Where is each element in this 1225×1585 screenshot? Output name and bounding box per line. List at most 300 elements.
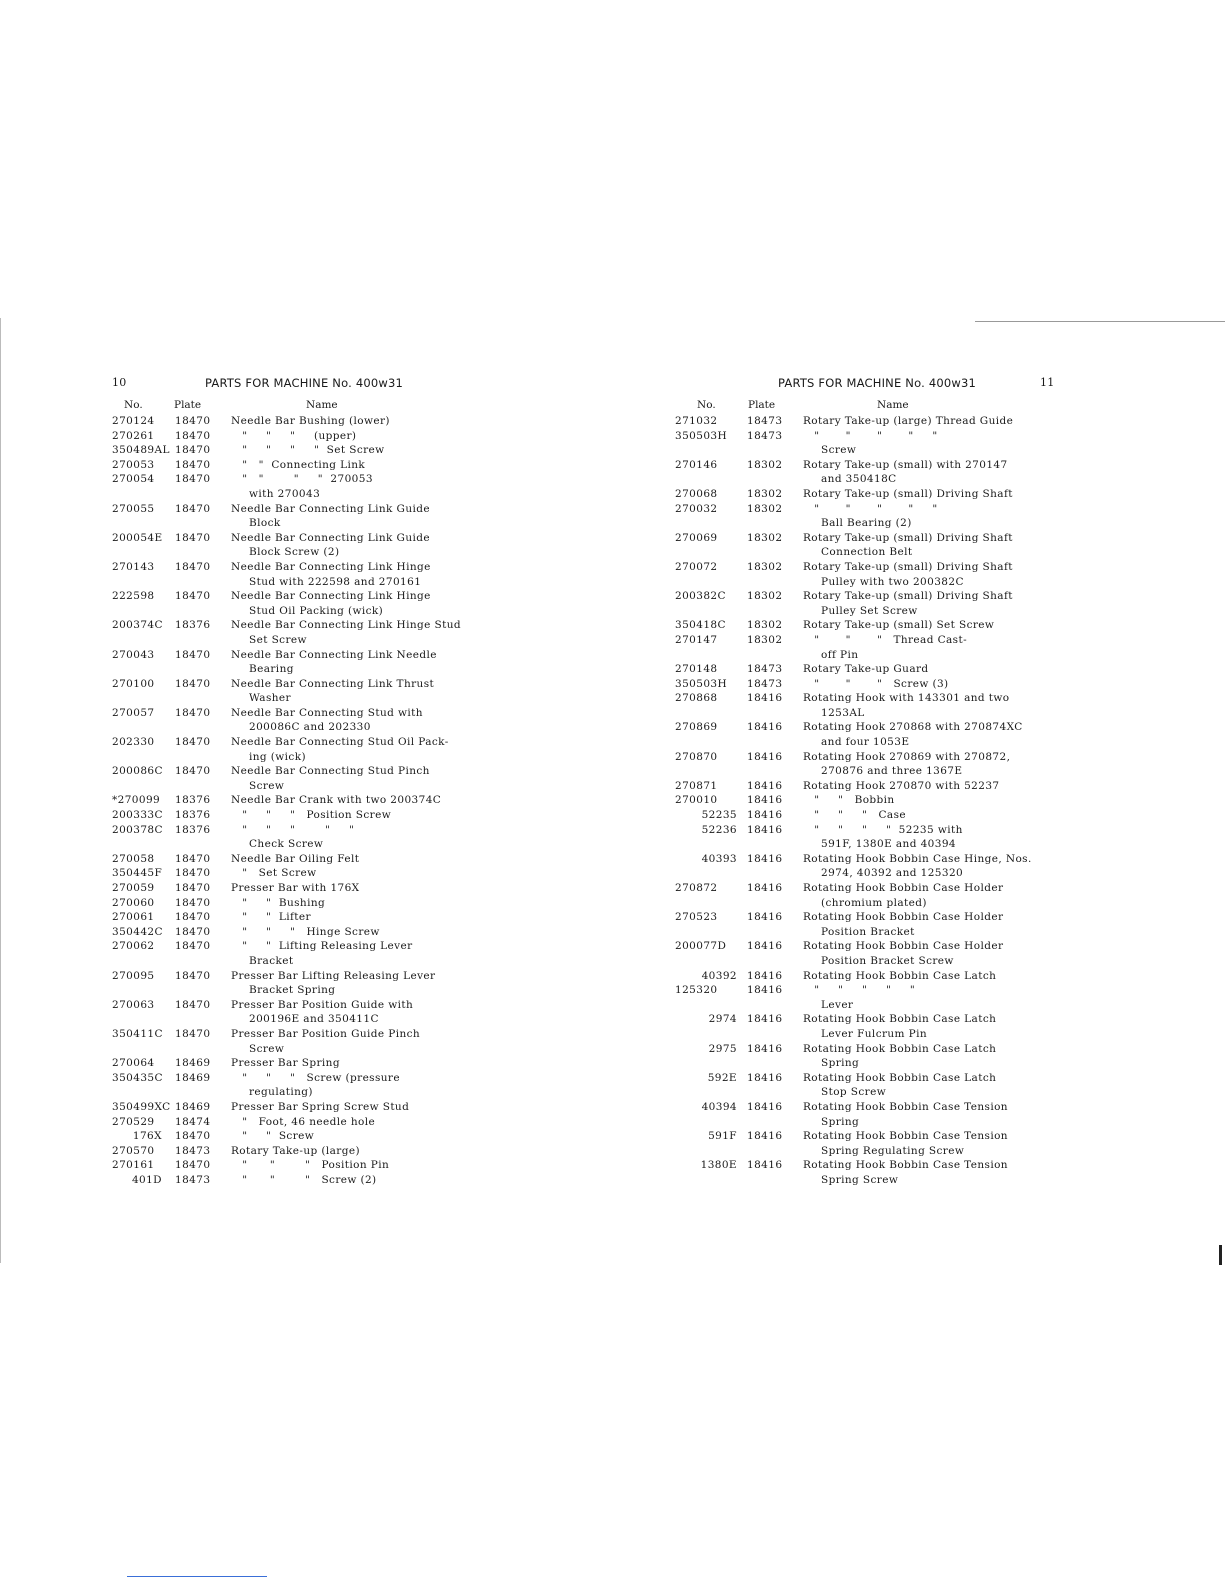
part-number: 270010: [675, 794, 718, 807]
part-name-line: " " " Case: [803, 809, 906, 822]
part-name-line: Rotating Hook Bobbin Case Latch: [803, 1071, 997, 1084]
plate-number: 18470: [175, 1159, 211, 1172]
table-row: [112, 881, 602, 896]
part-name-line: Presser Bar Position Guide with: [231, 998, 414, 1011]
table-row: [112, 1173, 602, 1188]
part-number: 200378C: [112, 823, 163, 836]
part-name-line: Needle Bar Connecting Link Guide: [231, 502, 430, 515]
part-name-continuation: Spring Screw: [821, 1173, 899, 1186]
part-name: [231, 589, 602, 618]
part-name: [803, 1100, 1075, 1129]
right-page: [675, 376, 1075, 1187]
part-name-continuation: Spring Regulating Screw: [821, 1144, 965, 1157]
part-name: [231, 1100, 602, 1115]
plate-number: 18416: [747, 1130, 783, 1143]
part-name-continuation: 1253AL: [821, 706, 865, 719]
part-name: [231, 618, 602, 647]
part-number: 350442C: [112, 925, 163, 938]
plate-number: 18474: [175, 1115, 211, 1128]
plate-number: 18416: [747, 1100, 783, 1113]
plate-number: 18416: [747, 969, 783, 982]
plate-number: 18470: [175, 429, 211, 442]
part-name: [803, 750, 1075, 779]
part-name-continuation: Bracket Spring: [249, 984, 336, 997]
part-name-line: Rotating Hook Bobbin Case Holder: [803, 940, 1004, 953]
part-number: 270062: [112, 940, 155, 953]
part-number: 40393: [701, 852, 737, 865]
part-number: 350411C: [112, 1027, 163, 1040]
part-name-line: " " " " Set Screw: [231, 444, 385, 457]
plate-number: 18470: [175, 765, 211, 778]
part-name-continuation: and four 1053E: [821, 736, 910, 749]
table-row: [112, 589, 602, 618]
part-name: [803, 1071, 1075, 1100]
part-name-line: Needle Bar Connecting Link Guide: [231, 531, 430, 544]
part-number: 270053: [112, 458, 155, 471]
table-row: [675, 618, 1075, 633]
part-number: 270095: [112, 969, 155, 982]
part-name-line: Needle Bar Connecting Stud Oil Pack-: [231, 736, 449, 749]
part-name-line: Presser Bar Position Guide Pinch: [231, 1027, 421, 1040]
part-name: [231, 472, 602, 501]
table-row: [675, 779, 1075, 794]
page-title: PARTS FOR MACHINE No. 400w31: [205, 376, 404, 390]
table-row: [112, 472, 602, 501]
part-number: 222598: [112, 590, 155, 603]
part-name-continuation: Bearing: [249, 663, 294, 676]
part-name-line: Rotary Take-up (small) Driving Shaft: [803, 487, 1013, 500]
part-name: [231, 735, 602, 764]
part-name-line: Rotary Take-up (small) Driving Shaft: [803, 590, 1013, 603]
plate-number: 18470: [175, 969, 211, 982]
part-name: [231, 429, 602, 444]
plate-number: 18470: [175, 473, 211, 486]
part-name-continuation: 200086C and 202330: [249, 721, 371, 734]
part-number: 592E: [707, 1071, 737, 1084]
table-row: [675, 677, 1075, 692]
column-headers: [675, 399, 1075, 414]
parts-list: [675, 414, 1075, 1187]
part-name: [231, 998, 602, 1027]
part-number: 591F: [708, 1130, 737, 1143]
part-name: [231, 648, 602, 677]
part-name: [231, 939, 602, 968]
table-row: [112, 910, 602, 925]
part-name: [803, 560, 1075, 589]
part-name-continuation: Position Bracket Screw: [821, 954, 954, 967]
part-name-line: " " Screw: [231, 1130, 315, 1143]
table-row: [112, 677, 602, 706]
page-number: 10: [112, 376, 127, 389]
plate-number: 18376: [175, 794, 211, 807]
part-number: 200333C: [112, 809, 163, 822]
plate-number: 18469: [175, 1100, 211, 1113]
part-name-continuation: Block Screw (2): [249, 546, 340, 559]
plate-number: 18470: [175, 648, 211, 661]
part-name-line: Rotary Take-up Guard: [803, 663, 929, 676]
right-edge-mark: [1219, 1245, 1222, 1265]
plate-number: 18470: [175, 736, 211, 749]
part-name-continuation: 2974, 40392 and 125320: [821, 867, 964, 880]
table-row: [675, 589, 1075, 618]
part-name-line: Needle Bar Connecting Link Hinge: [231, 590, 431, 603]
plate-number: 18376: [175, 619, 211, 632]
plate-number: 18416: [747, 1042, 783, 1055]
part-name: [803, 458, 1075, 487]
table-row: [112, 808, 602, 823]
plate-number: 18470: [175, 882, 211, 894]
part-name-line: Needle Bar Connecting Link Hinge Stud: [231, 619, 461, 632]
plate-number: 18416: [747, 1159, 783, 1172]
table-row: [112, 1144, 602, 1159]
part-name: [803, 983, 1075, 1012]
part-number: 125320: [675, 984, 718, 997]
plate-number: 18416: [747, 1071, 783, 1084]
part-name: [803, 429, 1075, 458]
part-name-continuation: Pulley with two 200382C: [821, 575, 964, 588]
table-row: [112, 735, 602, 764]
part-number: 270069: [675, 531, 718, 544]
part-number: 270161: [112, 1159, 155, 1172]
part-name-continuation: Screw: [821, 444, 857, 457]
part-name-line: Rotating Hook Bobbin Case Latch: [803, 1013, 997, 1026]
part-name: [231, 764, 602, 793]
plate-number: 18416: [747, 779, 783, 792]
table-row: [112, 764, 602, 793]
part-name-line: Needle Bar Connecting Link Thrust: [231, 677, 435, 690]
table-row: [112, 502, 602, 531]
part-name-line: " " " Position Screw: [231, 809, 392, 822]
part-name: [231, 560, 602, 589]
plate-number: 18416: [747, 809, 783, 822]
part-name: [231, 881, 602, 896]
plate-number: 18416: [747, 794, 783, 807]
table-row: [675, 750, 1075, 779]
part-name-line: Rotating Hook with 143301 and two: [803, 692, 1010, 705]
page-number: 11: [1040, 376, 1055, 389]
part-number: 350489AL: [112, 444, 170, 457]
table-row: [675, 691, 1075, 720]
table-row: [112, 793, 602, 808]
table-row: [112, 531, 602, 560]
part-name: [231, 443, 602, 458]
table-row: [112, 458, 602, 473]
left-page: [112, 376, 602, 1187]
col-plate: Plate: [174, 399, 202, 411]
part-name: [231, 677, 602, 706]
part-number: 270529: [112, 1115, 155, 1128]
part-name-continuation: regulating): [249, 1086, 313, 1099]
plate-number: 18470: [175, 867, 211, 880]
table-row: [112, 1158, 602, 1173]
part-name: [803, 808, 1075, 823]
table-row: [675, 881, 1075, 910]
part-name-line: " " " " ": [231, 823, 355, 836]
part-name-line: Rotary Take-up (small) Set Screw: [803, 619, 995, 632]
plate-number: 18473: [175, 1173, 211, 1186]
part-name-continuation: with 270043: [249, 487, 321, 500]
table-row: [112, 414, 602, 429]
part-name-line: " " " Hinge Screw: [231, 925, 380, 938]
part-name: [231, 706, 602, 735]
part-number: 270058: [112, 852, 155, 865]
part-number: 200374C: [112, 619, 163, 632]
part-name-line: " " " " ": [803, 984, 916, 997]
part-name: [803, 1158, 1075, 1187]
plate-number: 18302: [747, 590, 783, 603]
part-number: 270147: [675, 633, 718, 646]
part-number: 270143: [112, 560, 155, 573]
part-name-line: " " " Thread Cast-: [803, 633, 968, 646]
plate-number: 18416: [747, 911, 783, 924]
part-name-line: " " " Screw (pressure: [231, 1071, 400, 1084]
col-no: No.: [697, 399, 716, 411]
part-number: 270072: [675, 560, 718, 573]
table-row: [675, 939, 1075, 968]
part-number: 202330: [112, 736, 155, 749]
part-name: [231, 502, 602, 531]
table-row: [675, 1100, 1075, 1129]
part-name: [231, 531, 602, 560]
part-number: 2975: [708, 1042, 737, 1055]
table-row: [112, 823, 602, 852]
part-number: 270032: [675, 502, 718, 515]
part-name-continuation: Ball Bearing (2): [821, 517, 912, 530]
plate-number: 18302: [747, 487, 783, 500]
plate-number: 18473: [747, 677, 783, 690]
table-row: [112, 1071, 602, 1100]
part-name: [803, 1129, 1075, 1158]
plate-number: 18473: [747, 415, 783, 427]
part-number: 200054E: [112, 531, 163, 544]
plate-number: 18470: [175, 911, 211, 924]
plate-number: 18416: [747, 882, 783, 894]
table-row: [112, 648, 602, 677]
part-name-line: Needle Bar Connecting Link Needle: [231, 648, 437, 661]
part-name-continuation: Lever: [821, 998, 854, 1011]
part-name-line: " " " " 52235 with: [803, 823, 963, 836]
plate-number: 18469: [175, 1071, 211, 1084]
part-name-continuation: Connection Belt: [821, 546, 913, 559]
part-number: 350503H: [675, 429, 728, 442]
plate-number: 18473: [175, 1144, 211, 1157]
col-name: Name: [306, 399, 338, 411]
table-row: [675, 487, 1075, 502]
plate-number: 18470: [175, 560, 211, 573]
part-name-line: Rotating Hook Bobbin Case Tension: [803, 1130, 1008, 1143]
part-name: [803, 969, 1075, 984]
plate-number: 18416: [747, 984, 783, 997]
part-number: 350499XC: [112, 1100, 171, 1113]
part-name: [803, 487, 1075, 502]
part-number: 350445F: [112, 867, 163, 880]
part-number: 270055: [112, 502, 155, 515]
part-name-continuation: ing (wick): [249, 750, 306, 763]
part-name-line: " " Lifting Releasing Lever: [231, 940, 413, 953]
part-name: [803, 662, 1075, 677]
part-name-continuation: Pulley Set Screw: [821, 604, 918, 617]
part-name-continuation: Set Screw: [249, 633, 307, 646]
table-row: [675, 1158, 1075, 1187]
part-name: [231, 823, 602, 852]
part-name: [231, 1115, 602, 1130]
table-row: [112, 706, 602, 735]
part-number: 270872: [675, 882, 718, 894]
table-row: [675, 983, 1075, 1012]
part-name-line: Rotary Take-up (small) Driving Shaft: [803, 531, 1013, 544]
part-name-line: Rotating Hook Bobbin Case Latch: [803, 969, 997, 982]
table-row: [675, 458, 1075, 487]
part-number: 271032: [675, 415, 718, 427]
part-number: 2974: [708, 1013, 737, 1026]
top-right-rule: [975, 321, 1225, 322]
table-row: [675, 1012, 1075, 1041]
part-name: [231, 414, 602, 429]
table-row: [112, 560, 602, 589]
part-number: 270869: [675, 721, 718, 734]
part-name: [803, 779, 1075, 794]
part-name-continuation: Check Screw: [249, 838, 324, 851]
part-name-line: " " " Screw (2): [231, 1173, 377, 1186]
table-row: [675, 633, 1075, 662]
table-row: [112, 998, 602, 1027]
plate-number: 18470: [175, 852, 211, 865]
plate-number: 18470: [175, 444, 211, 457]
part-number: 200086C: [112, 765, 163, 778]
table-row: [112, 852, 602, 867]
part-name-line: " " " " ": [803, 429, 938, 442]
part-number: *270099: [112, 794, 161, 807]
plate-number: 18470: [175, 706, 211, 719]
part-number: 200382C: [675, 590, 726, 603]
part-name: [803, 589, 1075, 618]
part-number: 270100: [112, 677, 155, 690]
part-name-line: Rotating Hook Bobbin Case Tension: [803, 1100, 1008, 1113]
table-row: [112, 429, 602, 444]
part-name: [803, 1042, 1075, 1071]
table-row: [112, 969, 602, 998]
part-name-line: Needle Bar Connecting Stud with: [231, 706, 423, 719]
table-row: [112, 939, 602, 968]
table-row: [675, 969, 1075, 984]
table-row: [675, 823, 1075, 852]
col-no: No.: [124, 399, 143, 411]
part-number: 176X: [132, 1130, 162, 1143]
part-name-line: " Foot, 46 needle hole: [231, 1115, 376, 1128]
part-name-line: Presser Bar Spring Screw Stud: [231, 1100, 410, 1113]
part-name-line: " " " " 270053: [231, 473, 373, 486]
plate-number: 18470: [175, 925, 211, 938]
part-number: 200077D: [675, 940, 727, 953]
part-name: [803, 881, 1075, 910]
plate-number: 18302: [747, 633, 783, 646]
part-name-continuation: Block: [249, 517, 281, 530]
part-name: [803, 633, 1075, 662]
part-number: 270124: [112, 415, 155, 427]
part-name-line: Rotating Hook Bobbin Case Hinge, Nos.: [803, 852, 1032, 865]
part-name-continuation: (chromium plated): [821, 896, 927, 909]
table-row: [675, 852, 1075, 881]
table-row: [675, 1071, 1075, 1100]
part-name: [231, 793, 602, 808]
table-row: [112, 866, 602, 881]
part-name-continuation: Spring: [821, 1115, 860, 1128]
table-row: [675, 414, 1075, 429]
part-name-continuation: Stud Oil Packing (wick): [249, 604, 384, 617]
part-number: 270057: [112, 706, 155, 719]
plate-number: 18416: [747, 940, 783, 953]
table-row: [675, 910, 1075, 939]
plate-number: 18302: [747, 531, 783, 544]
part-number: 270061: [112, 911, 155, 924]
part-number: 40394: [701, 1100, 737, 1113]
part-number: 270148: [675, 663, 718, 676]
plate-number: 18416: [747, 1013, 783, 1026]
plate-number: 18470: [175, 1027, 211, 1040]
part-name-continuation: off Pin: [821, 648, 859, 661]
table-row: [112, 1056, 602, 1071]
plate-number: 18473: [747, 429, 783, 442]
part-name: [803, 677, 1075, 692]
part-number: 270059: [112, 882, 155, 894]
plate-number: 18470: [175, 590, 211, 603]
part-name-line: Rotating Hook Bobbin Case Holder: [803, 882, 1004, 894]
part-number: 270523: [675, 911, 718, 924]
table-row: [675, 1042, 1075, 1071]
plate-number: 18416: [747, 823, 783, 836]
table-row: [112, 618, 602, 647]
plate-number: 18470: [175, 940, 211, 953]
part-name: [803, 823, 1075, 852]
part-name: [231, 925, 602, 940]
part-name: [803, 414, 1075, 429]
part-name-continuation: and 350418C: [821, 473, 897, 486]
part-name-continuation: Screw: [249, 779, 285, 792]
part-number: 270060: [112, 896, 155, 909]
plate-number: 18469: [175, 1057, 211, 1070]
part-name-line: Needle Bar Bushing (lower): [231, 415, 390, 427]
part-name-line: " " " (upper): [231, 429, 357, 442]
part-name: [803, 691, 1075, 720]
parts-list: [112, 414, 602, 1187]
table-row: [675, 1129, 1075, 1158]
plate-number: 18302: [747, 502, 783, 515]
plate-number: 18416: [747, 750, 783, 763]
part-name-line: Presser Bar Spring: [231, 1057, 340, 1070]
part-name-continuation: Bracket: [249, 954, 294, 967]
part-name-continuation: 270876 and three 1367E: [821, 765, 963, 778]
table-row: [675, 808, 1075, 823]
part-name-line: Rotary Take-up (large) Thread Guide: [803, 415, 1014, 427]
part-name-line: Rotating Hook Bobbin Case Holder: [803, 911, 1004, 924]
part-name-line: " " Lifter: [231, 911, 311, 924]
part-number: 270868: [675, 692, 718, 705]
table-row: [112, 1100, 602, 1115]
plate-number: 18416: [747, 852, 783, 865]
part-number: 52235: [701, 809, 737, 822]
table-row: [112, 1129, 602, 1144]
table-row: [112, 925, 602, 940]
part-name: [803, 1012, 1075, 1041]
col-plate: Plate: [748, 399, 776, 411]
part-name: [231, 1144, 602, 1159]
part-number: 270054: [112, 473, 155, 486]
part-name-continuation: Stud with 222598 and 270161: [249, 575, 422, 588]
part-name: [231, 866, 602, 881]
column-headers: [112, 399, 602, 414]
plate-number: 18376: [175, 809, 211, 822]
part-name-continuation: Position Bracket: [821, 925, 915, 938]
